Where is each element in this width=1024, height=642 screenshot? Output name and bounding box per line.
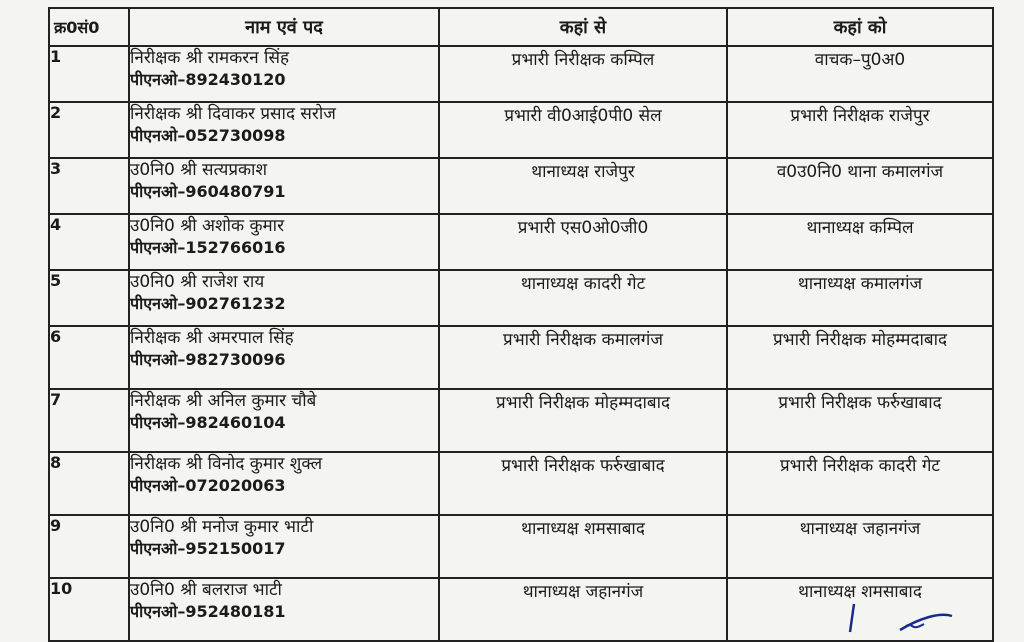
serial-cell: 8 — [49, 452, 129, 515]
serial-cell: 5 — [49, 270, 129, 326]
to-cell: थानाध्यक्ष कम्पिल — [727, 214, 993, 270]
table-row — [49, 102, 993, 158]
serial-cell: 6 — [49, 326, 129, 389]
name-cell — [129, 270, 439, 326]
table-row — [49, 389, 993, 452]
table-row — [49, 326, 993, 389]
to-cell: थानाध्यक्ष जहानगंज — [727, 515, 993, 578]
pno-number: पीएनओ–982460104 — [130, 413, 286, 432]
to-cell: थानाध्यक्ष कमालगंज — [727, 270, 993, 326]
pno-number: पीएनओ–960480791 — [130, 182, 286, 201]
table-row — [49, 214, 993, 270]
to-cell: थानाध्यक्ष शमसाबाद — [727, 578, 993, 641]
pno-number: पीएनओ–152766016 — [130, 238, 286, 257]
table-row — [49, 270, 993, 326]
to-cell: प्रभारी निरीक्षक राजेपुर — [727, 102, 993, 158]
name-cell — [129, 46, 439, 102]
header-name: नाम एवं पद — [129, 8, 439, 46]
table-row — [49, 452, 993, 515]
to-cell: प्रभारी निरीक्षक कादरी गेट — [727, 452, 993, 515]
name-cell — [129, 214, 439, 270]
signature-mark — [840, 600, 960, 634]
from-cell: थानाध्यक्ष कादरी गेट — [439, 270, 727, 326]
from-cell: प्रभारी निरीक्षक फर्रुखाबाद — [439, 452, 727, 515]
table-row — [49, 158, 993, 214]
officer-name: निरीक्षक श्री अमरपाल सिंह — [130, 328, 294, 348]
table-row — [49, 46, 993, 102]
name-cell — [129, 102, 439, 158]
pno-number: पीएनओ–952480181 — [130, 602, 286, 621]
serial-cell: 9 — [49, 515, 129, 578]
pno-number: पीएनओ–952150017 — [130, 539, 286, 558]
to-cell: व0उ0नि0 थाना कमालगंज — [727, 158, 993, 214]
pno-number: पीएनओ–982730096 — [130, 350, 286, 369]
table-header-row — [49, 8, 993, 46]
serial-cell: 4 — [49, 214, 129, 270]
to-cell: वाचक–पु0अ0 — [727, 46, 993, 102]
officer-name: निरीक्षक श्री विनोद कुमार शुक्ल — [130, 454, 323, 474]
from-cell: प्रभारी निरीक्षक मोहम्मदाबाद — [439, 389, 727, 452]
name-cell — [129, 326, 439, 389]
officer-name: उ0नि0 श्री बलराज भाटी — [130, 580, 282, 600]
pno-number: पीएनओ–902761232 — [130, 294, 286, 313]
name-cell — [129, 578, 439, 641]
from-cell: प्रभारी एस0ओ0जी0 — [439, 214, 727, 270]
transfer-table — [48, 7, 994, 642]
officer-name: उ0नि0 श्री सत्यप्रकाश — [130, 160, 268, 180]
serial-cell: 10 — [49, 578, 129, 641]
from-cell: थानाध्यक्ष शमसाबाद — [439, 515, 727, 578]
from-cell: प्रभारी वी0आई0पी0 सेल — [439, 102, 727, 158]
header-serial: क्र0सं0 — [49, 8, 129, 46]
from-cell: थानाध्यक्ष राजेपुर — [439, 158, 727, 214]
name-cell — [129, 515, 439, 578]
from-cell: प्रभारी निरीक्षक कमालगंज — [439, 326, 727, 389]
to-cell: प्रभारी निरीक्षक फर्रुखाबाद — [727, 389, 993, 452]
pno-number: पीएनओ–052730098 — [130, 126, 286, 145]
name-cell — [129, 158, 439, 214]
serial-cell: 7 — [49, 389, 129, 452]
serial-cell: 3 — [49, 158, 129, 214]
name-cell — [129, 389, 439, 452]
officer-name: उ0नि0 श्री अशोक कुमार — [130, 216, 285, 236]
officer-name: उ0नि0 श्री राजेश राय — [130, 272, 265, 292]
serial-cell: 2 — [49, 102, 129, 158]
officer-name: निरीक्षक श्री दिवाकर प्रसाद सरोज — [130, 104, 336, 124]
pno-number: पीएनओ–072020063 — [130, 476, 286, 495]
serial-cell: 1 — [49, 46, 129, 102]
header-from: कहां से — [439, 8, 727, 46]
name-cell — [129, 452, 439, 515]
officer-name: उ0नि0 श्री मनोज कुमार भाटी — [130, 517, 314, 537]
header-to: कहां को — [727, 8, 993, 46]
table-row — [49, 515, 993, 578]
to-cell: प्रभारी निरीक्षक मोहम्मदाबाद — [727, 326, 993, 389]
from-cell: प्रभारी निरीक्षक कम्पिल — [439, 46, 727, 102]
officer-name: निरीक्षक श्री अनिल कुमार चौबे — [130, 391, 317, 411]
pno-number: पीएनओ–892430120 — [130, 70, 286, 89]
from-cell: थानाध्यक्ष जहानगंज — [439, 578, 727, 641]
officer-name: निरीक्षक श्री रामकरन सिंह — [130, 48, 289, 68]
